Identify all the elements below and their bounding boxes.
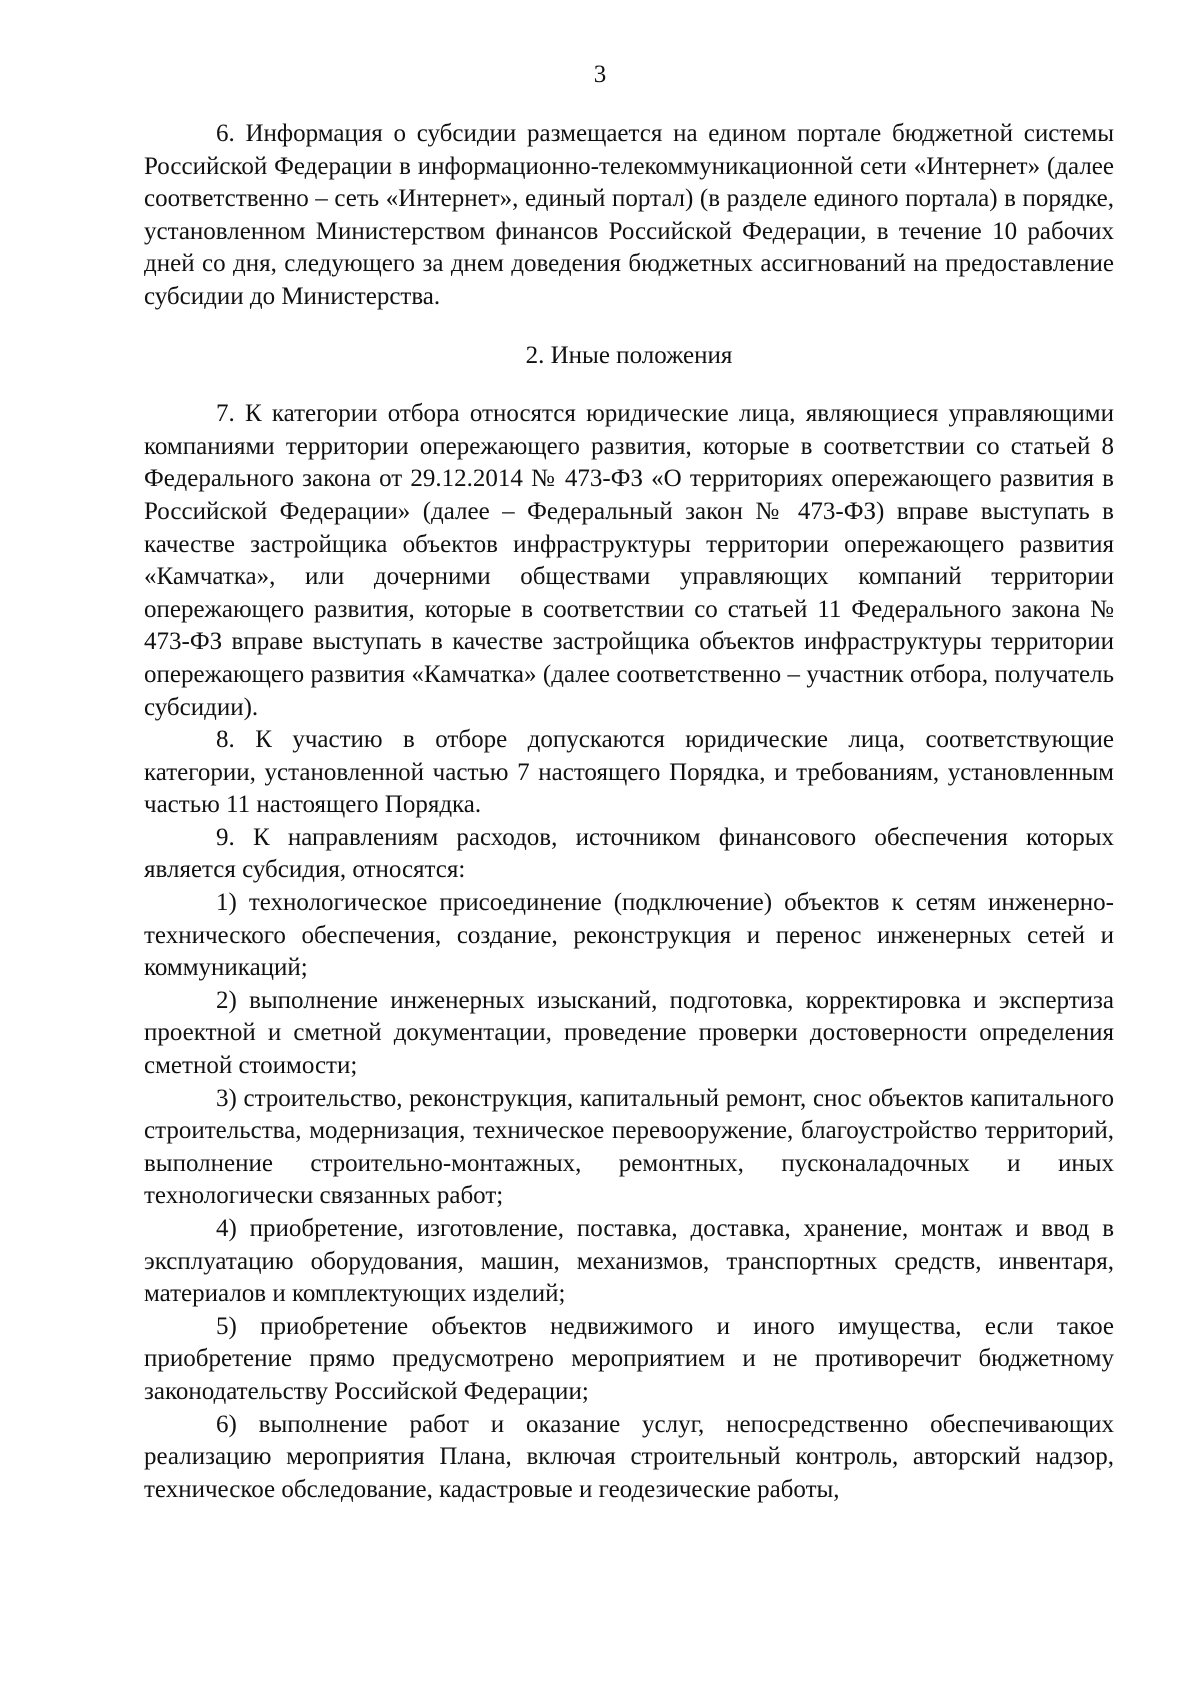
list-item-2: 2) выполнение инженерных изысканий, подготовка, корректировка и экспертиза проектной и сметной документации, проведение проверки достоверности определения сметной стоимости; — [144, 986, 1114, 1080]
list-item-3: 3) строительство, реконструкция, капитальный ремонт, снос объектов капитального строительства, модернизация, техническое перевооружение, благоустройство территорий, выполнение строительно-монтажных, ремонтных, пусконаладочных и иных технологически связанных работ; — [144, 1084, 1114, 1210]
paragraph-8: 8. К участию в отборе допускаются юридические лица, соответствующие категории, установленной частью 7 настоящего Порядка, и требованиям, установленным частью 11 настоящего Порядка. — [144, 726, 1114, 819]
page-number: 3 — [593, 61, 607, 88]
paragraph-9: 9. К направлениям расходов, источником финансового обеспечения которых является субсидия, относятся: — [144, 823, 1114, 884]
paragraph-7: 7. К категории отбора относятся юридические лица, являющиеся управляющими компаниями территории опережающего развития, которые в соответствии со статьей 8 Федерального закона от 29.12.2014 № 473-ФЗ «О территориях опережающего развития в Российской Федерации» (далее – Федеральный закон № 473-ФЗ) вправе выступать в качестве застройщика объектов инфраструктуры территории опережающего развития «Камчатка», или дочерними обществами управляющих компаний территории опережающего развития, которые в соответствии со статьей 11 Федерального закона № 473-ФЗ вправе выступать в качестве застройщика объектов инфраструктуры территории опережающего развития «Камчатка» (далее соответственно – участник отбора, получатель субсидии). — [144, 400, 1114, 721]
list-item-1: 1) технологическое присоединение (подключение) объектов к сетям инженерно-технического обеспечения, создание, реконструкция и перенос инженерных сетей и коммуникаций; — [144, 889, 1114, 982]
paragraph-6: 6. Информация о субсидии размещается на едином портале бюджетной системы Российской Федерации в информационно-телекоммуникационной сети «Интернет» (далее соответственно – сеть «Интернет», единый портал) (в разделе единого портала) в порядке, установленном Министерством финансов Российской Федерации, в течение 10 рабочих дней со дня, следующего за днем доведения бюджетных ассигнований на предоставление субсидии до Министерства. — [144, 120, 1114, 310]
list-item-6: 6) выполнение работ и оказание услуг, непосредственно обеспечивающих реализацию мероприятия Плана, включая строительный контроль, авторский надзор, техническое обследование, кадастровые и геодезические работы, — [144, 1410, 1114, 1503]
list-item-5: 5) приобретение объектов недвижимого и иного имущества, если такое приобретение прямо предусмотрено мероприятием и не противоречит бюджетному законодательству Российской Федерации; — [144, 1312, 1114, 1405]
list-item-4: 4) приобретение, изготовление, поставка, доставка, хранение, монтаж и ввод в эксплуатацию оборудования, машин, механизмов, транспортных средств, инвентаря, материалов и комплектующих изделий; — [144, 1215, 1114, 1308]
section-heading: 2. Иные положения — [525, 341, 733, 369]
document-body — [144, 118, 1114, 1506]
